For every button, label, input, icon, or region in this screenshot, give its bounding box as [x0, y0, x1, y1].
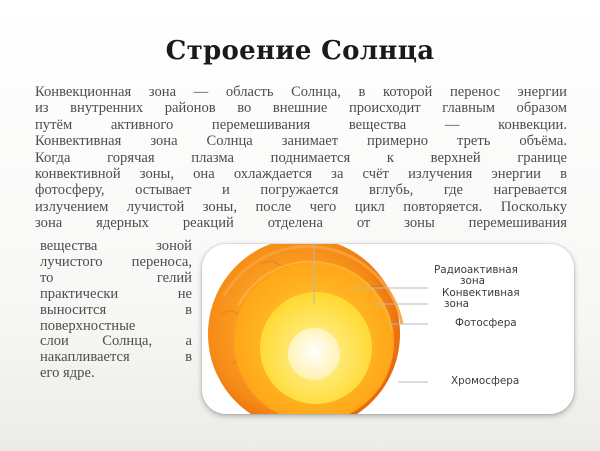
paragraph-line: Когда горячая плазма поднимается к верхней границе: [35, 149, 567, 166]
side-line: поверхностные: [40, 317, 136, 334]
paragraph-line: излучением лучистой зоны, после чего цикл повторяется. Поскольку: [35, 198, 567, 215]
paragraph-line: фотосферу, остывает и погружается вглубь, где нагревается: [35, 182, 567, 199]
label-convective-zone: Конвективная зона: [442, 287, 520, 310]
page-title: Строение Солнца: [165, 36, 435, 66]
side-line: выносится в: [40, 301, 192, 318]
paragraph-line: Конвективная зона Солнца занимает примерно треть объёма.: [35, 133, 567, 150]
side-line: то гелий: [40, 269, 192, 286]
side-line: слои Солнца, а: [40, 333, 192, 350]
side-line: накапливается в: [40, 349, 192, 366]
main-paragraph: [35, 84, 567, 232]
label-photosphere: Фотосфера: [455, 317, 517, 329]
side-paragraph: [40, 239, 192, 382]
paragraph-line: зона ядерных реакций отделена от зоны перемешивания: [35, 215, 567, 232]
core-layer: [288, 328, 340, 380]
label-radiative-zone: Радиоактивная зона: [434, 264, 518, 287]
paragraph-line: конвективной зоны, она охлаждается за счёт излучения энергии в: [35, 166, 567, 183]
side-line: лучистого переноса,: [40, 253, 192, 270]
sun-structure-figure: [202, 244, 574, 414]
paragraph-line: Конвекционная зона — область Солнца, в которой перенос энергии: [35, 84, 567, 100]
side-line: практически не: [40, 285, 192, 302]
paragraph-line: путём активного перемешивания вещества — конвекции.: [35, 116, 567, 133]
side-line: его ядре.: [40, 365, 95, 382]
label-chromosphere: Хромосфера: [451, 375, 520, 387]
paragraph-line: из внутренних районов во внешние происходит главным образом: [35, 100, 567, 117]
side-line: вещества зоной: [40, 238, 192, 254]
sun-diagram: [202, 244, 574, 414]
